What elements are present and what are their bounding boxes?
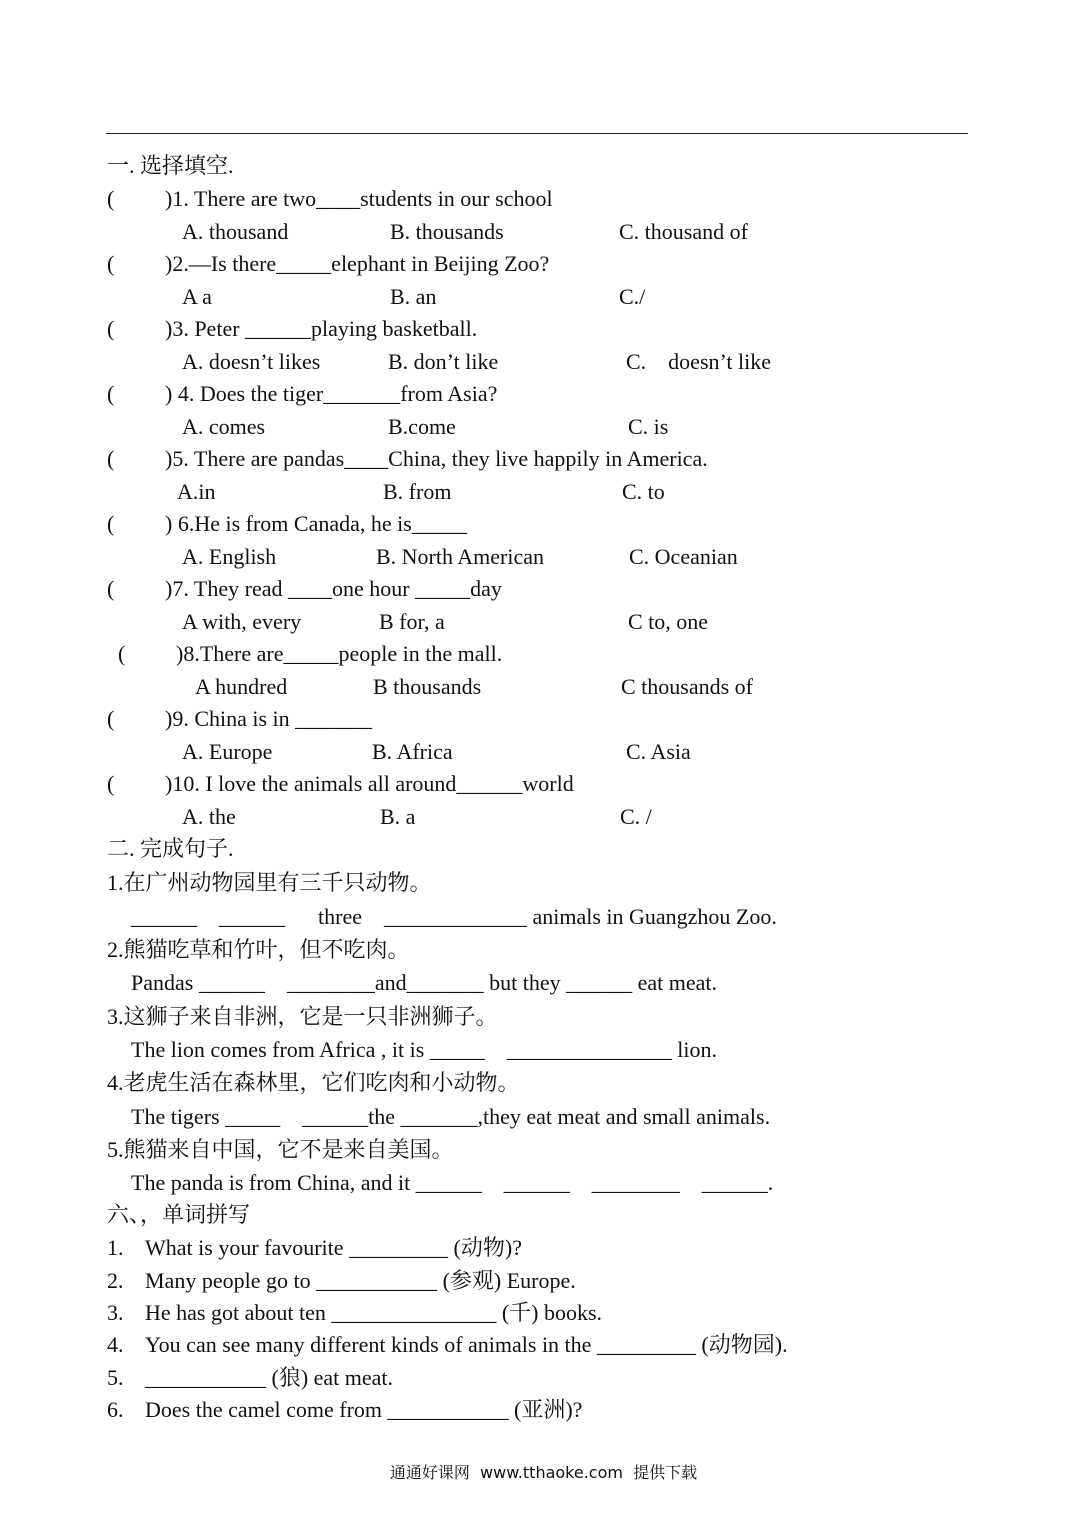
translation-prompt: [0, 1001, 1087, 1033]
question-stem: )5. There are pandas____China, they live happily in America.: [165, 446, 708, 471]
options-row: [0, 281, 1087, 313]
item-text: What is your favourite _________ (动物)?: [145, 1235, 522, 1260]
option-a: A. English: [182, 544, 277, 569]
answer-paren: (: [107, 446, 115, 471]
spelling-item: [0, 1265, 1087, 1297]
question-row: [0, 573, 1087, 605]
option-b: B.come: [388, 414, 456, 439]
option-c: C. Asia: [626, 739, 691, 764]
options-row: [0, 346, 1087, 378]
option-c: C. is: [628, 414, 669, 439]
question-row: [0, 378, 1087, 410]
options-row: [0, 671, 1087, 703]
question-stem: ) 6.He is from Canada, he is_____: [165, 511, 467, 536]
question-stem: ) 4. Does the tiger_______from Asia?: [165, 381, 498, 406]
options-row: [0, 736, 1087, 768]
question-row: [0, 183, 1087, 215]
spelling-item: [0, 1394, 1087, 1426]
spelling-item: [0, 1362, 1087, 1394]
chinese-sentence: 2.熊猫吃草和竹叶，但不吃肉。: [107, 937, 410, 962]
item-text: Does the camel come from ___________ (亚洲)?: [145, 1397, 583, 1422]
option-a: A.in: [177, 479, 216, 504]
option-b: B. from: [383, 479, 452, 504]
question-stem: )3. Peter ______playing basketball.: [165, 316, 478, 341]
item-number: 6.: [107, 1397, 124, 1422]
answer-paren: (: [107, 251, 115, 276]
fill-in-line: [0, 967, 1087, 999]
chinese-sentence: 5.熊猫来自中国，它不是来自美国。: [107, 1137, 454, 1162]
fill-in-line: [0, 1101, 1087, 1133]
translation-prompt: [0, 1067, 1087, 1099]
options-row: [0, 411, 1087, 443]
option-a: A. doesn’t likes: [182, 349, 321, 374]
fill-in-line: [0, 1167, 1087, 1199]
answer-paren: (: [118, 641, 126, 666]
option-c: C. /: [620, 804, 652, 829]
option-c: C thousands of: [621, 674, 753, 699]
question-row: [0, 508, 1087, 540]
option-c: C. to: [622, 479, 665, 504]
option-b: B. thousands: [390, 219, 504, 244]
item-text: Many people go to ___________ (参观) Europe.: [145, 1268, 576, 1293]
section1-heading: [0, 150, 1087, 182]
option-a: A with, every: [182, 609, 302, 634]
option-a: A. thousand: [182, 219, 289, 244]
section1-heading-text: 一. 选择填空.: [107, 153, 234, 178]
chinese-sentence: 1.在广州动物园里有三千只动物。: [107, 870, 432, 895]
chinese-sentence: 4.老虎生活在森林里，它们吃肉和小动物。: [107, 1070, 520, 1095]
answer-paren: (: [107, 706, 115, 731]
english-sentence: The tigers _____ ______the _______,they eat meat and small animals.: [131, 1104, 771, 1129]
item-number: 4.: [107, 1332, 124, 1357]
spelling-item: [0, 1232, 1087, 1264]
english-sentence: Pandas ______ ________and_______ but they ______ eat meat.: [131, 970, 717, 995]
question-stem: )7. They read ____one hour _____day: [165, 576, 502, 601]
item-number: 5.: [107, 1365, 124, 1390]
question-stem: )9. China is in _______: [165, 706, 373, 731]
option-a: A. the: [182, 804, 236, 829]
options-row: [0, 801, 1087, 833]
question-stem: )1. There are two____students in our school: [165, 186, 553, 211]
spelling-item: [0, 1297, 1087, 1329]
item-text: You can see many different kinds of animals in the _________ (动物园).: [145, 1332, 788, 1357]
options-row: [0, 476, 1087, 508]
section2-heading-text: 二. 完成句子.: [107, 836, 234, 861]
option-b: B. Africa: [372, 739, 453, 764]
option-c: C. thousand of: [619, 219, 748, 244]
question-row: [0, 443, 1087, 475]
top-rule: [106, 133, 968, 134]
option-a: A. Europe: [182, 739, 273, 764]
item-number: 3.: [107, 1300, 124, 1325]
option-b: B. a: [380, 804, 416, 829]
spelling-item: [0, 1329, 1087, 1361]
fill-in-line: [0, 1034, 1087, 1066]
translation-prompt: [0, 1134, 1087, 1166]
item-text: ___________ (狼) eat meat.: [145, 1365, 394, 1390]
chinese-sentence: 3.这狮子来自非洲，它是一只非洲狮子。: [107, 1004, 498, 1029]
option-c: C./: [619, 284, 646, 309]
option-b: B. North American: [376, 544, 545, 569]
answer-paren: (: [107, 511, 115, 536]
answer-paren: (: [107, 381, 115, 406]
item-number: 1.: [107, 1235, 124, 1260]
option-b: B for, a: [379, 609, 445, 634]
question-stem: )2.—Is there_____elephant in Beijing Zoo?: [165, 251, 550, 276]
option-a: A a: [182, 284, 212, 309]
options-row: [0, 606, 1087, 638]
answer-paren: (: [107, 576, 115, 601]
options-row: [0, 216, 1087, 248]
section6-heading-text: 六、，单词拼写: [107, 1202, 251, 1227]
footer-credit: 通通好课网 www.tthaoke.com 提供下载: [389, 1463, 698, 1482]
translation-prompt: [0, 934, 1087, 966]
question-stem: )10. I love the animals all around______world: [165, 771, 574, 796]
option-c: C. Oceanian: [629, 544, 738, 569]
option-b: B thousands: [373, 674, 482, 699]
item-text: He has got about ten _______________ (千) books.: [145, 1300, 603, 1325]
option-a: A hundred: [195, 674, 288, 699]
option-c: C to, one: [628, 609, 709, 634]
question-row: [0, 768, 1087, 800]
question-row: [0, 313, 1087, 345]
item-number: 2.: [107, 1268, 124, 1293]
option-a: A. comes: [182, 414, 266, 439]
translation-prompt: [0, 867, 1087, 899]
question-row: [0, 703, 1087, 735]
english-sentence: The lion comes from Africa , it is _____ _______________ lion.: [131, 1037, 717, 1062]
option-b: B. an: [390, 284, 437, 309]
answer-paren: (: [107, 186, 115, 211]
fill-in-line: [0, 901, 1087, 933]
answer-paren: (: [107, 316, 115, 341]
option-b: B. don’t like: [388, 349, 499, 374]
question-stem: )8.There are_____people in the mall.: [176, 641, 503, 666]
english-sentence: ______ ______ three _____________ animals in Guangzhou Zoo.: [131, 904, 777, 929]
option-c: C. doesn’t like: [626, 349, 772, 374]
question-row: [0, 248, 1087, 280]
question-row: [0, 638, 1087, 670]
section2-heading: [0, 833, 1087, 865]
answer-paren: (: [107, 771, 115, 796]
english-sentence: The panda is from China, and it ______ ______ ________ ______.: [131, 1170, 774, 1195]
section6-heading: [0, 1199, 1087, 1231]
options-row: [0, 541, 1087, 573]
